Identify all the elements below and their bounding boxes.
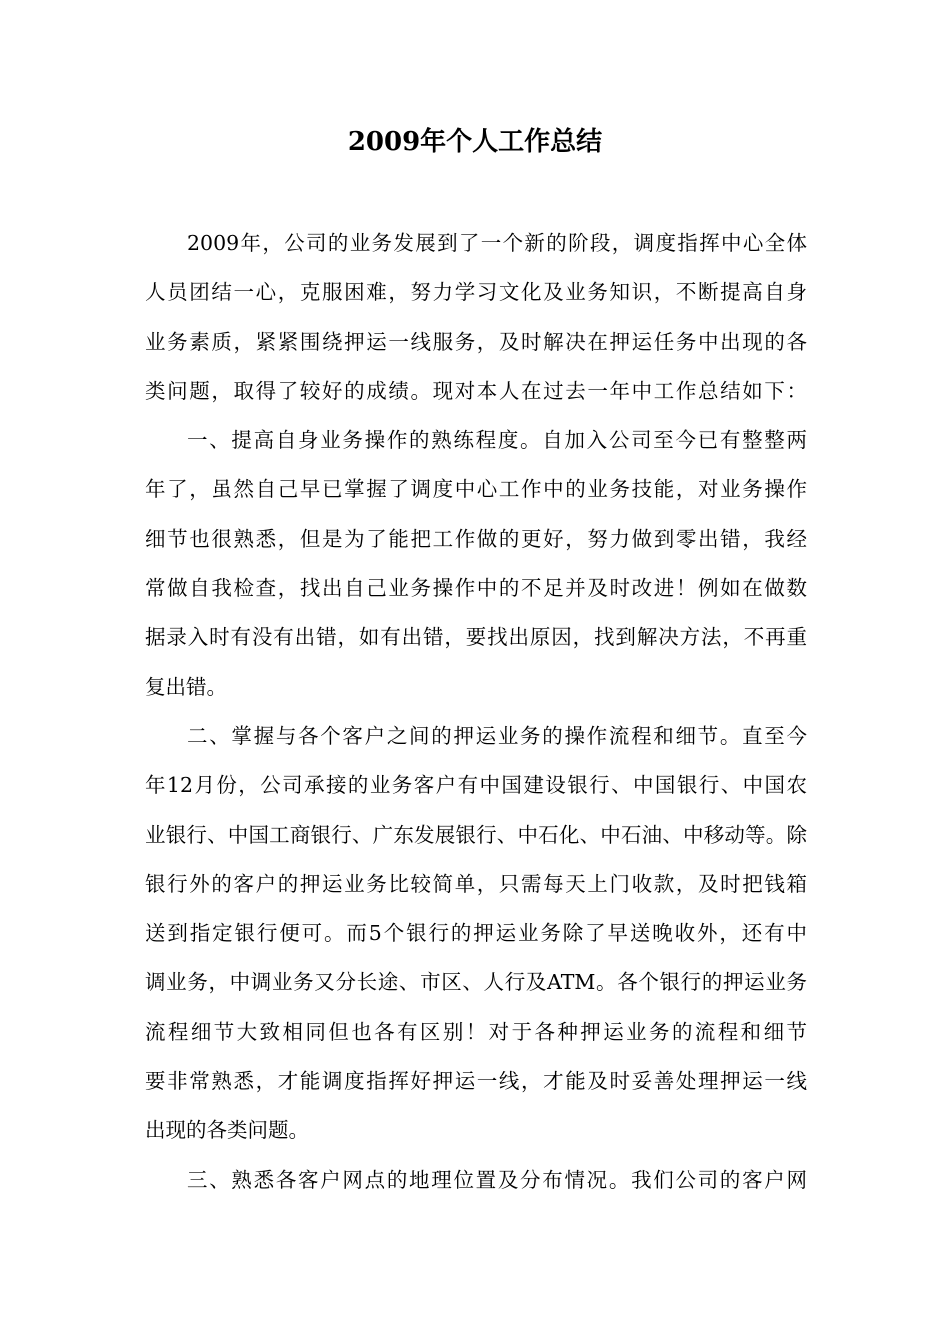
text-line: 复出错。 xyxy=(145,674,227,699)
paragraph-section-2 xyxy=(145,716,807,1160)
text-line: 流程细节大致相同但也各有区别！对于各种押运业务的流程和细节 xyxy=(145,1019,807,1044)
paragraph-section-1 xyxy=(145,420,807,716)
text-line: 二、掌握与各个客户之间的押运业务的操作流程和细节。直至今 xyxy=(187,723,807,748)
paragraph-section-3 xyxy=(145,1160,807,1209)
text-line: 常做自我检查，找出自己业务操作中的不足并及时改进！例如在做数 xyxy=(145,576,807,601)
text-line: 要非常熟悉，才能调度指挥好押运一线，才能及时妥善处理押运一线 xyxy=(145,1069,807,1094)
text-line: 送到指定银行便可。而5个银行的押运业务除了早送晚收外，还有中 xyxy=(145,921,807,946)
text-line: 2009年，公司的业务发展到了一个新的阶段，调度指挥中心全体 xyxy=(187,231,807,255)
text-line: 据录入时有没有出错，如有出错，要找出原因，找到解决方法，不再重 xyxy=(145,625,807,650)
document-title: 2009年个人工作总结 xyxy=(347,127,603,157)
text-line: 人员团结一心，克服困难，努力学习文化及业务知识，不断提高自身 xyxy=(145,280,807,305)
text-line: 三、熟悉各客户网点的地理位置及分布情况。我们公司的客户网 xyxy=(187,1167,807,1192)
text-line: 年了，虽然自己早已掌握了调度中心工作中的业务技能，对业务操作 xyxy=(145,477,807,502)
text-line: 出现的各类问题。 xyxy=(145,1118,309,1143)
text-line: 细节也很熟悉，但是为了能把工作做的更好，努力做到零出错，我经 xyxy=(145,526,807,551)
text-line: 银行外的客户的押运业务比较简单，只需每天上门收款，及时把钱箱 xyxy=(145,871,807,896)
text-line: 年12月份，公司承接的业务客户有中国建设银行、中国银行、中国农 xyxy=(145,773,807,798)
text-line: 业银行、中国工商银行、广东发展银行、中石化、中石油、中移动等。除 xyxy=(145,822,807,847)
text-line: 调业务，中调业务又分长途、市区、人行及ATM。各个银行的押运业务 xyxy=(145,970,807,995)
text-line: 一、提高自身业务操作的熟练程度。自加入公司至今已有整整两 xyxy=(187,428,807,453)
paragraph-intro xyxy=(145,223,807,420)
text-line: 类问题，取得了较好的成绩。现对本人在过去一年中工作总结如下： xyxy=(145,378,807,403)
document-body xyxy=(145,223,807,1209)
text-line: 业务素质，紧紧围绕押运一线服务，及时解决在押运任务中出现的各 xyxy=(145,329,807,354)
